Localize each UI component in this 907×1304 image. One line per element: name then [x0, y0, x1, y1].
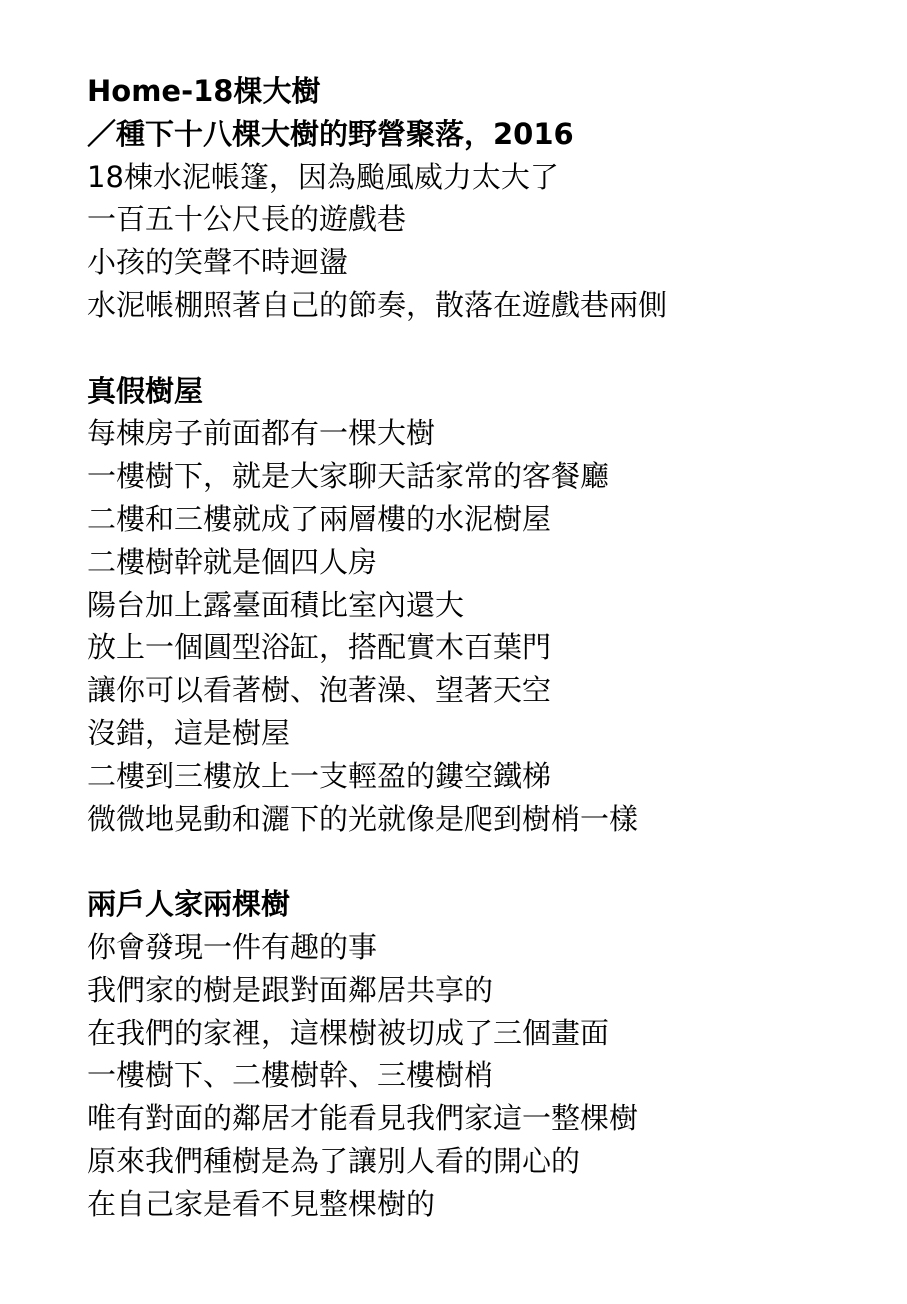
paragraph-line: 陽台加上露臺面積比室內還大 [87, 587, 465, 622]
two-homes-section [87, 883, 877, 1225]
paragraph-line: 沒錯，這是樹屋 [87, 715, 291, 750]
paragraph-line: 在我們的家裡，這棵樹被切成了三個畫面 [87, 1015, 610, 1050]
paragraph-line: 一樓樹下，就是大家聊天話家常的客餐廳 [87, 459, 610, 494]
paragraph-line: 放上一個圓型浴缸，搭配實木百葉門 [87, 630, 552, 665]
paragraph-line: 一百五十公尺長的遊戲巷 [87, 202, 407, 237]
section-heading: 真假樹屋 [87, 373, 204, 408]
paragraph-line: 每棟房子前面都有一棵大樹 [87, 416, 436, 451]
paragraph-line: 我們家的樹是跟對面鄰居共享的 [87, 972, 494, 1007]
paragraph-line: 二樓樹幹就是個四人房 [87, 544, 378, 579]
section-heading: 兩戶人家兩棵樹 [87, 887, 291, 922]
paragraph-line: 二樓到三樓放上一支輕盈的鏤空鐵梯 [87, 758, 552, 793]
section-spacer [87, 840, 877, 883]
paragraph-line: 在自己家是看不見整棵樹的 [87, 1186, 436, 1221]
paragraph-line: 水泥帳棚照著自己的節奏，散落在遊戲巷兩側 [87, 287, 668, 322]
section-spacer [87, 327, 877, 370]
paragraph-line: 一樓樹下、二樓樹幹、三樓樹梢 [87, 1058, 494, 1093]
document-page [87, 70, 877, 1226]
document-subtitle: ／種下十八棵大樹的野營聚落，2016 [87, 116, 574, 151]
paragraph-line: 微微地晃動和灑下的光就像是爬到樹梢一樣 [87, 801, 639, 836]
treehouse-section [87, 370, 877, 841]
paragraph-line: 小孩的笑聲不時迴盪 [87, 245, 349, 280]
paragraph-line: 讓你可以看著樹、泡著澡、望著天空 [87, 673, 552, 708]
paragraph-line: 唯有對面的鄰居才能看見我們家這一整棵樹 [87, 1101, 639, 1136]
document-title: Home-18棵大樹 [87, 74, 321, 108]
paragraph-line: 二樓和三樓就成了兩層樓的水泥樹屋 [87, 501, 552, 536]
paragraph-line: 原來我們種樹是為了讓別人看的開心的 [87, 1143, 581, 1178]
intro-section [87, 70, 877, 327]
paragraph-line: 18棟水泥帳篷，因為颱風威力太大了 [87, 159, 559, 194]
paragraph-line: 你會發現一件有趣的事 [87, 929, 378, 964]
